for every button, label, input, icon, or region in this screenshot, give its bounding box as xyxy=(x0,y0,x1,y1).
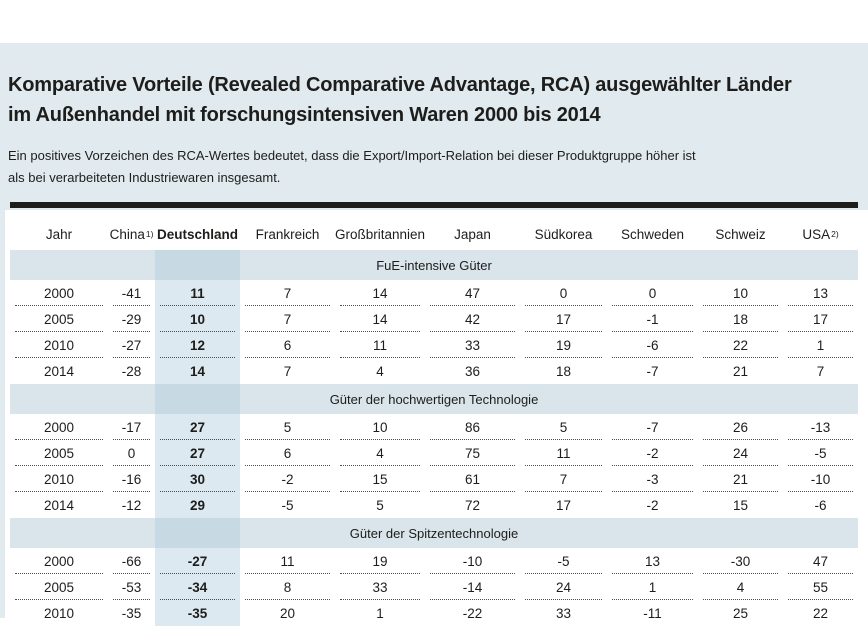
column-header-label: USA xyxy=(802,227,831,242)
value-cell: 55 xyxy=(783,574,858,600)
value-cell: 33 xyxy=(555,605,572,621)
year-cell: 2000 xyxy=(10,414,108,440)
value-cell: -6 xyxy=(607,332,698,358)
year-cell: 2010 xyxy=(10,466,108,492)
value-cell: 24 xyxy=(520,574,607,600)
value-cell: 27 xyxy=(155,414,240,440)
value-cell: 5 xyxy=(520,414,607,440)
value-cell: -2 xyxy=(240,466,335,492)
figure-title xyxy=(8,70,848,130)
value-cell: 15 xyxy=(335,466,425,492)
value-cell: 13 xyxy=(783,280,858,306)
value-cell: 1 xyxy=(783,332,858,358)
section-header-row xyxy=(10,518,858,548)
left-edge-strip xyxy=(0,43,5,618)
value-cell: 4 xyxy=(698,574,783,600)
column-header-großbritannien xyxy=(335,227,425,250)
value-cell: 26 xyxy=(698,414,783,440)
figure-note xyxy=(8,145,848,189)
column-header-frankreich xyxy=(240,227,335,250)
value-cell: 17 xyxy=(783,306,858,332)
value-cell: -35 xyxy=(155,600,240,626)
rca-table xyxy=(10,210,858,626)
value-cell: 22 xyxy=(812,605,829,621)
table-row-2010 xyxy=(10,600,858,626)
figure-note-line-2: als bei verarbeiteten Industriewaren insgesamt. xyxy=(8,170,281,185)
column-header-label: Japan xyxy=(454,227,491,242)
value-cell: -1 xyxy=(607,306,698,332)
value-cell: 72 xyxy=(464,497,481,513)
table-row-2000 xyxy=(10,414,858,440)
table-row-2005 xyxy=(10,306,858,332)
value-cell: -5 xyxy=(520,548,607,574)
value-cell: -22 xyxy=(462,605,483,621)
table-row-2014 xyxy=(10,358,858,384)
column-header-label: China xyxy=(109,227,145,242)
value-cell: 0 xyxy=(108,440,155,466)
value-cell: 1 xyxy=(376,605,384,621)
value-cell: 17 xyxy=(555,497,572,513)
value-cell: -6 xyxy=(814,497,827,513)
column-header-label: Deutschland xyxy=(156,227,238,242)
value-cell: 19 xyxy=(335,548,425,574)
section-header-row xyxy=(10,384,858,414)
value-cell: -10 xyxy=(783,466,858,492)
value-cell: -12 xyxy=(121,497,142,513)
value-cell: 8 xyxy=(240,574,335,600)
figure-title-line-2: im Außenhandel mit forschungsintensiven Waren 2000 bis 2014 xyxy=(8,104,601,126)
table-row-2014 xyxy=(10,492,858,518)
value-cell: 4 xyxy=(376,363,384,379)
value-cell: 11 xyxy=(335,332,425,358)
column-header-jahr xyxy=(10,227,108,250)
table-row-2010 xyxy=(10,466,858,492)
value-cell: 14 xyxy=(335,306,425,332)
value-cell: -7 xyxy=(607,414,698,440)
year-cell: 2010 xyxy=(43,605,75,621)
value-cell: -66 xyxy=(108,548,155,574)
value-cell: 33 xyxy=(335,574,425,600)
value-cell: -34 xyxy=(155,574,240,600)
figure-title-line-1: Komparative Vorteile (Revealed Comparative Advantage, RCA) ausgewählter Länder xyxy=(8,74,792,96)
value-cell: 36 xyxy=(464,363,481,379)
table-row-2000 xyxy=(10,280,858,306)
column-header-label: Jahr xyxy=(45,227,73,242)
value-cell: -27 xyxy=(155,548,240,574)
footnote-marker: 2) xyxy=(831,228,839,239)
value-cell: 19 xyxy=(520,332,607,358)
value-cell: 21 xyxy=(732,363,749,379)
value-cell: 1 xyxy=(607,574,698,600)
value-cell: 29 xyxy=(155,492,240,518)
table-row-2010 xyxy=(10,332,858,358)
value-cell: -2 xyxy=(646,497,659,513)
value-cell: -29 xyxy=(108,306,155,332)
value-cell: 30 xyxy=(155,466,240,492)
column-header-schweiz xyxy=(698,227,783,250)
value-cell: -53 xyxy=(108,574,155,600)
year-cell: 2005 xyxy=(10,574,108,600)
value-cell: -10 xyxy=(425,548,520,574)
value-cell: 4 xyxy=(335,440,425,466)
value-cell: 15 xyxy=(732,497,749,513)
value-cell: 10 xyxy=(155,306,240,332)
column-header-südkorea xyxy=(520,227,607,250)
column-header-japan xyxy=(425,227,520,250)
value-cell: -17 xyxy=(108,414,155,440)
value-cell: 10 xyxy=(335,414,425,440)
value-cell: -35 xyxy=(121,605,142,621)
value-cell: 10 xyxy=(698,280,783,306)
value-cell: 12 xyxy=(155,332,240,358)
footnote-marker: 1) xyxy=(145,228,154,239)
value-cell: 18 xyxy=(555,363,572,379)
value-cell: 11 xyxy=(520,440,607,466)
value-cell: 7 xyxy=(816,363,825,379)
table-row-2000 xyxy=(10,548,858,574)
value-cell: 17 xyxy=(520,306,607,332)
value-cell: 25 xyxy=(732,605,749,621)
value-cell: 86 xyxy=(425,414,520,440)
value-cell: 14 xyxy=(155,358,240,384)
table-row-2005 xyxy=(10,574,858,600)
value-cell: 11 xyxy=(240,548,335,574)
value-cell: -14 xyxy=(425,574,520,600)
value-cell: 24 xyxy=(698,440,783,466)
table-header-row xyxy=(10,210,858,250)
column-header-deutschland xyxy=(155,227,240,250)
value-cell: 47 xyxy=(425,280,520,306)
value-cell: 6 xyxy=(240,332,335,358)
value-cell: -2 xyxy=(607,440,698,466)
value-cell: 0 xyxy=(520,280,607,306)
table-body xyxy=(10,250,858,626)
value-cell: -27 xyxy=(108,332,155,358)
value-cell: -28 xyxy=(121,363,142,379)
value-cell: -11 xyxy=(643,605,662,621)
value-cell: 22 xyxy=(698,332,783,358)
table-top-rule xyxy=(10,202,858,208)
year-cell: 2005 xyxy=(10,306,108,332)
value-cell: 27 xyxy=(155,440,240,466)
value-cell: 7 xyxy=(283,363,292,379)
year-cell: 2000 xyxy=(10,280,108,306)
value-cell: 33 xyxy=(425,332,520,358)
value-cell: -41 xyxy=(108,280,155,306)
column-header-label: Großbritannien xyxy=(334,227,426,242)
section-label: FuE-intensive Güter xyxy=(376,257,492,273)
value-cell: -16 xyxy=(108,466,155,492)
column-header-usa xyxy=(783,227,858,250)
year-cell: 2014 xyxy=(43,363,75,379)
column-header-label: Schweden xyxy=(620,227,685,242)
value-cell: 61 xyxy=(425,466,520,492)
column-header-label: Schweiz xyxy=(715,227,766,242)
value-cell: 11 xyxy=(155,280,240,306)
value-cell: 5 xyxy=(240,414,335,440)
value-cell: 47 xyxy=(783,548,858,574)
value-cell: 0 xyxy=(607,280,698,306)
section-label: Güter der hochwertigen Technologie xyxy=(329,391,539,407)
value-cell: 5 xyxy=(376,497,384,513)
value-cell: -7 xyxy=(646,363,659,379)
value-cell: -3 xyxy=(607,466,698,492)
column-header-schweden xyxy=(607,227,698,250)
year-cell: 2010 xyxy=(10,332,108,358)
column-header-label: Südkorea xyxy=(534,227,593,242)
figure-note-line-1: Ein positives Vorzeichen des RCA-Wertes bedeutet, dass die Export/Import-Relation bei dieser Produktgruppe höher ist xyxy=(8,148,696,163)
year-cell: 2014 xyxy=(43,497,75,513)
value-cell: 18 xyxy=(698,306,783,332)
value-cell: 7 xyxy=(240,280,335,306)
value-cell: -5 xyxy=(783,440,858,466)
value-cell: 21 xyxy=(698,466,783,492)
value-cell: 6 xyxy=(240,440,335,466)
year-cell: 2000 xyxy=(10,548,108,574)
column-header-label: Frankreich xyxy=(255,227,320,242)
value-cell: 7 xyxy=(520,466,607,492)
section-header-row xyxy=(10,250,858,280)
value-cell: 42 xyxy=(425,306,520,332)
column-header-china xyxy=(108,227,155,250)
value-cell: 14 xyxy=(335,280,425,306)
value-cell: 20 xyxy=(279,605,296,621)
value-cell: -5 xyxy=(281,497,294,513)
year-cell: 2005 xyxy=(10,440,108,466)
value-cell: -30 xyxy=(698,548,783,574)
value-cell: 7 xyxy=(240,306,335,332)
value-cell: 75 xyxy=(425,440,520,466)
table-row-2005 xyxy=(10,440,858,466)
section-label: Güter der Spitzentechnologie xyxy=(349,525,519,541)
value-cell: 13 xyxy=(607,548,698,574)
value-cell: -13 xyxy=(783,414,858,440)
